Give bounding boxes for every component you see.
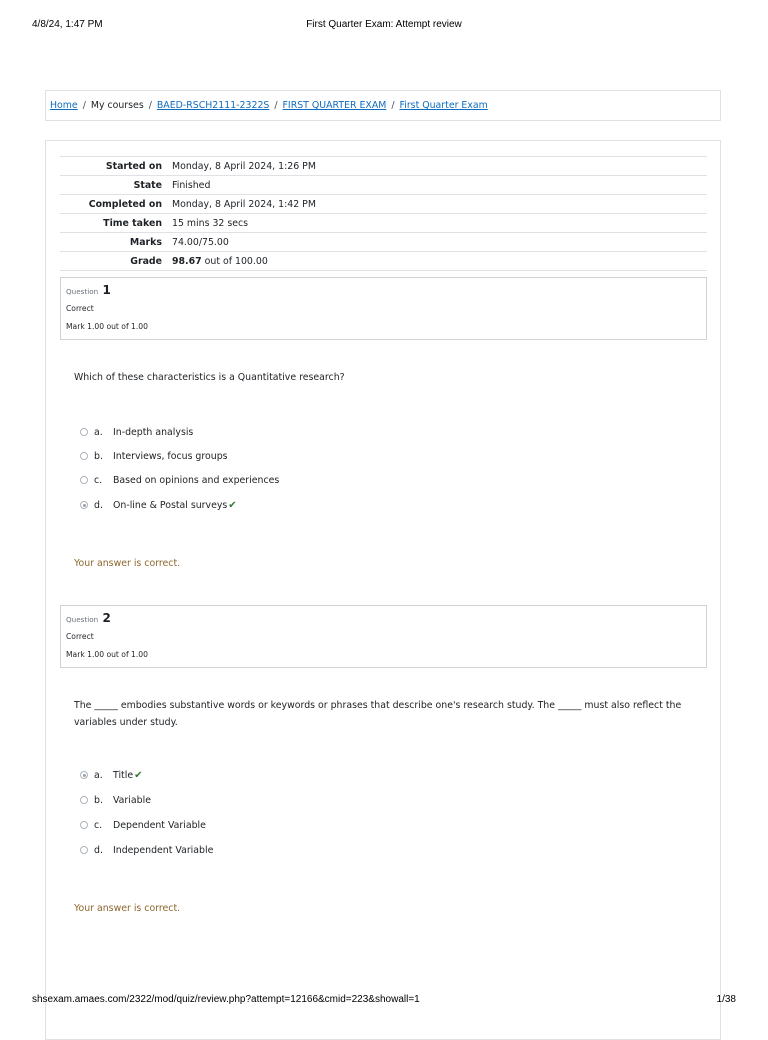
summary-row-grade [60,252,707,271]
print-header [32,19,736,33]
question-mark: Mark 1.00 out of 1.00 [66,322,148,331]
question-state: Correct [66,304,94,313]
completed-value: Monday, 8 April 2024, 1:42 PM [172,195,707,214]
question-1-answer-b[interactable] [80,451,228,465]
grade-label: Grade [60,252,172,271]
grade-out-of: out of 100.00 [201,255,268,267]
question-number-value: 1 [102,283,111,297]
started-label: Started on [60,157,172,176]
radio-button-selected[interactable] [80,771,88,779]
attempt-summary-table [60,156,707,271]
question-1-answer-c[interactable] [80,475,279,489]
state-label: State [60,176,172,195]
question-state: Correct [66,632,94,641]
radio-button[interactable] [80,796,88,804]
answer-letter: c. [94,475,103,486]
question-mark: Mark 1.00 out of 1.00 [66,650,148,659]
question-number [66,611,111,625]
breadcrumb-home-link[interactable]: Home [50,100,78,111]
question-prefix: Question [66,615,99,624]
breadcrumb-bar [45,90,721,121]
correct-check-icon: ✔ [228,500,237,511]
answer-text: Dependent Variable [113,820,206,831]
state-value: Finished [172,176,707,195]
grade-score: 98.67 [172,255,202,267]
answer-text: Title [113,770,134,781]
question-number-value: 2 [102,611,111,625]
radio-button[interactable] [80,821,88,829]
time-taken-value: 15 mins 32 secs [172,214,707,233]
answer-letter: b. [94,451,103,462]
print-footer [32,994,736,1008]
started-value: Monday, 8 April 2024, 1:26 PM [172,157,707,176]
breadcrumb-course-link[interactable]: BAED-RSCH2111-2322S [156,100,270,111]
summary-row-time [60,214,707,233]
answer-text: Interviews, focus groups [113,451,228,462]
radio-button-selected[interactable] [80,501,88,509]
answer-letter: b. [94,795,103,806]
marks-label: Marks [60,233,172,252]
breadcrumb-separator: / [391,100,395,111]
question-2-text: The _____ embodies substantive words or keywords or phrases that describe one's research study. The _____ must also reflect the variables under study. [74,700,682,728]
correct-check-icon: ✔ [134,770,143,781]
summary-row-marks [60,233,707,252]
marks-value: 74.00/75.00 [172,233,707,252]
radio-button[interactable] [80,452,88,460]
answer-letter: a. [94,427,103,438]
summary-row-started [60,157,707,176]
radio-button[interactable] [80,846,88,854]
question-2-answer-c[interactable] [80,820,206,834]
question-2-answer-d[interactable] [80,845,213,859]
question-2-info [60,605,707,668]
breadcrumb-section-link[interactable]: FIRST QUARTER EXAM [282,100,387,111]
breadcrumb-quiz-link[interactable]: First Quarter Exam [399,100,488,111]
breadcrumb-separator: / [82,100,86,111]
radio-button[interactable] [80,476,88,484]
question-1-answer-a[interactable] [80,427,193,441]
answer-letter: d. [94,500,103,511]
question-2-answer-b[interactable] [80,795,151,809]
breadcrumb [50,100,488,111]
summary-row-completed [60,195,707,214]
answer-text: On-line & Postal surveys [113,500,228,511]
print-page-number: 1/38 [716,994,736,1005]
question-prefix: Question [66,287,99,296]
question-2-answer-a[interactable] [80,770,142,784]
grade-value [172,252,707,271]
breadcrumb-my-courses: My courses [90,100,144,111]
summary-row-state [60,176,707,195]
time-taken-label: Time taken [60,214,172,233]
answer-letter: a. [94,770,103,781]
print-datetime: 4/8/24, 1:47 PM [32,19,103,30]
question-1-answer-d[interactable] [80,500,237,514]
answer-text: Based on opinions and experiences [113,475,280,486]
question-1-text: Which of these characteristics is a Quantitative research? [74,372,345,383]
answer-letter: c. [94,820,103,831]
question-number [66,283,111,297]
question-1-feedback: Your answer is correct. [74,558,181,569]
answer-text: Variable [113,795,151,806]
answer-text: Independent Variable [113,845,214,856]
answer-letter: d. [94,845,103,856]
breadcrumb-separator: / [148,100,152,111]
question-1-info [60,277,707,340]
question-2-feedback: Your answer is correct. [74,903,181,914]
print-url: shsexam.amaes.com/2322/mod/quiz/review.php?attempt=12166&cmid=223&showall=1 [32,994,420,1005]
answer-text: In-depth analysis [113,427,194,438]
radio-button[interactable] [80,428,88,436]
print-title: First Quarter Exam: Attempt review [306,19,462,30]
breadcrumb-separator: / [274,100,278,111]
completed-label: Completed on [60,195,172,214]
